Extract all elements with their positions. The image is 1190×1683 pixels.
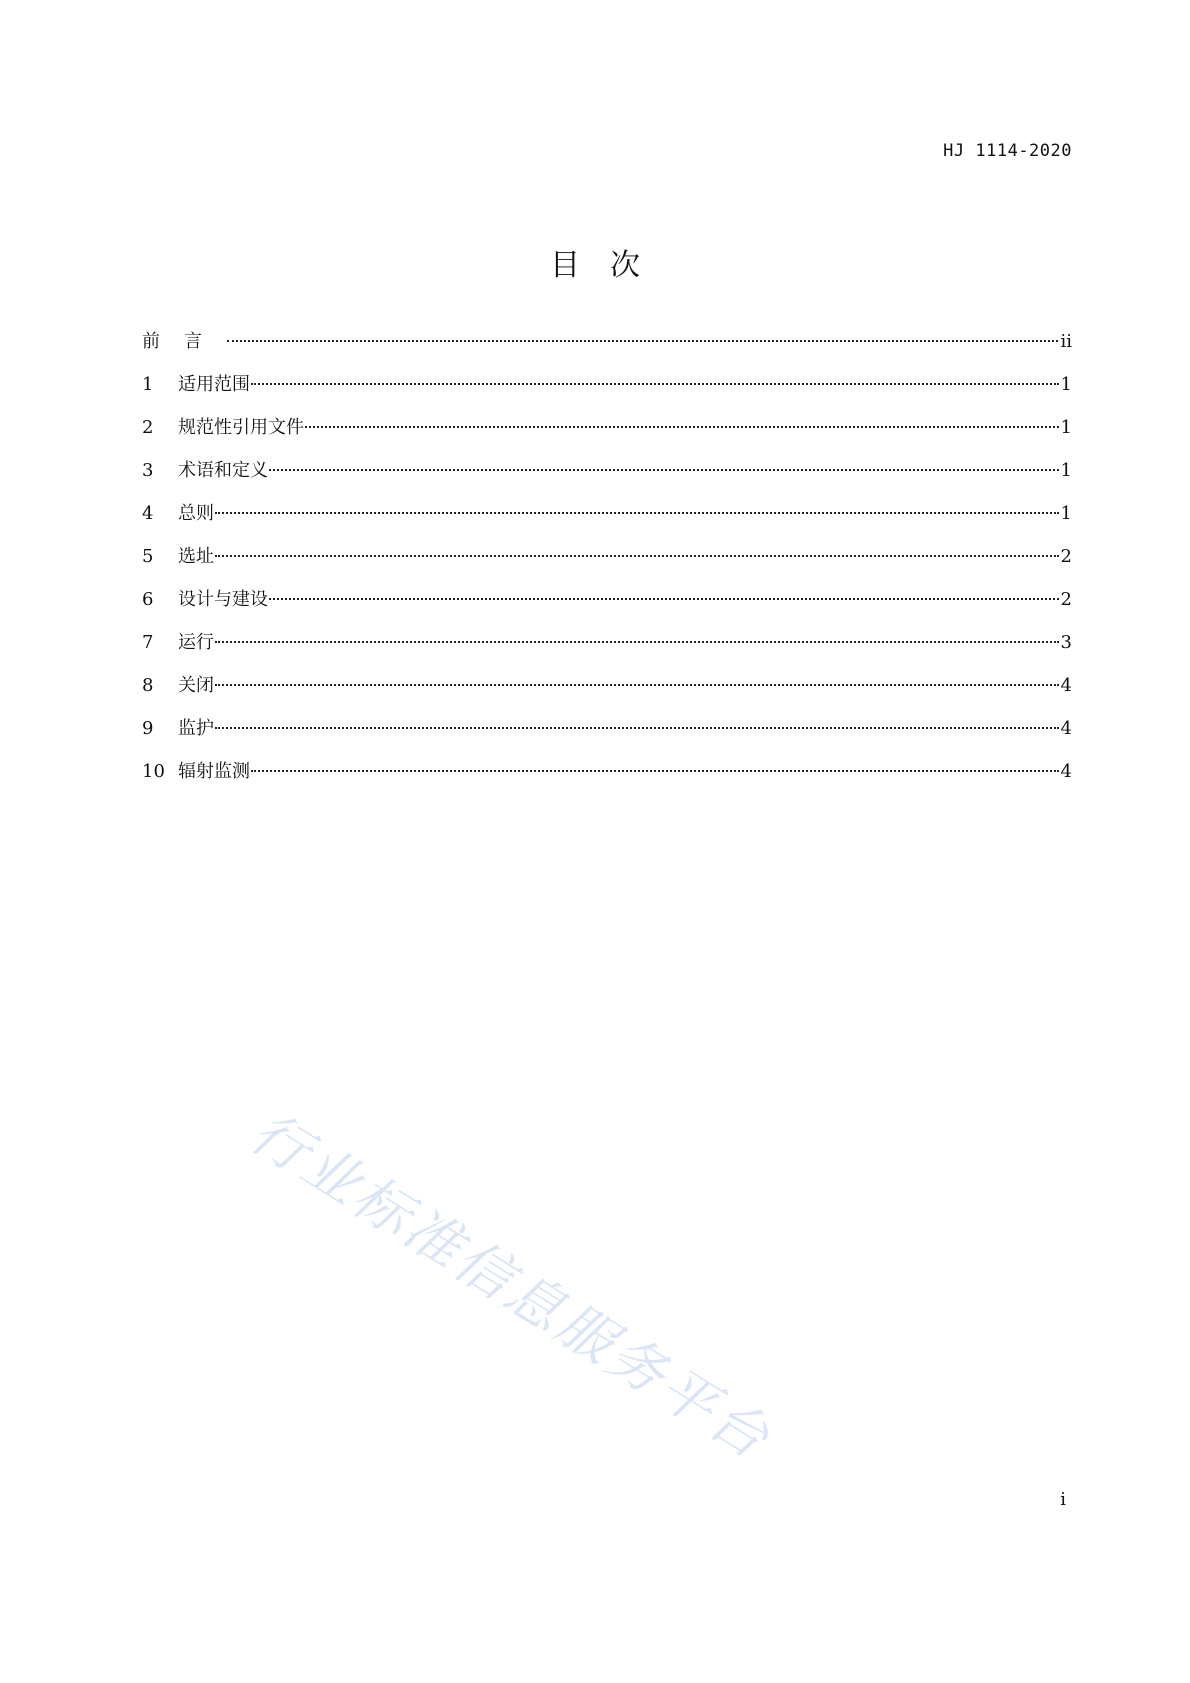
toc-entry-number: 3 bbox=[142, 460, 154, 481]
toc-entry-label: 监护 bbox=[178, 718, 214, 739]
toc-entry[interactable] bbox=[142, 502, 1072, 545]
toc-entry[interactable] bbox=[142, 717, 1072, 760]
toc-entry-number: 2 bbox=[142, 417, 154, 438]
toc-leader bbox=[215, 683, 1059, 686]
toc-entry-number: 8 bbox=[142, 675, 154, 696]
toc-entry-page: 1 bbox=[1060, 374, 1072, 395]
toc-entry-label: 选址 bbox=[178, 546, 214, 567]
toc-entry-label: 术语和定义 bbox=[178, 460, 268, 481]
toc-entry-page: 2 bbox=[1060, 589, 1072, 610]
toc-entry-label: 运行 bbox=[178, 632, 214, 653]
toc-entry[interactable] bbox=[142, 674, 1072, 717]
toc-entry[interactable] bbox=[142, 545, 1072, 588]
toc-entry[interactable] bbox=[142, 588, 1072, 631]
toc-leader bbox=[215, 554, 1059, 557]
toc-entry-page: 1 bbox=[1060, 503, 1072, 524]
toc-entry-number: 1 bbox=[142, 374, 154, 395]
toc-entry-page: 4 bbox=[1060, 761, 1072, 782]
toc-entry-label: 辐射监测 bbox=[178, 761, 250, 782]
toc-entry-number: 7 bbox=[142, 632, 154, 653]
toc-entry-label: 规范性引用文件 bbox=[178, 417, 304, 438]
toc-entry[interactable] bbox=[142, 416, 1072, 459]
toc-entry-page: ii bbox=[1060, 331, 1072, 352]
toc-entry-page: 3 bbox=[1060, 632, 1072, 653]
toc-entry-label: 前言 bbox=[142, 331, 226, 352]
toc-entry[interactable] bbox=[142, 631, 1072, 674]
toc-entry-label: 设计与建设 bbox=[178, 589, 268, 610]
toc-leader bbox=[215, 511, 1059, 514]
toc-entry-number: 6 bbox=[142, 589, 154, 610]
toc-leader bbox=[269, 468, 1059, 471]
toc-entry-number: 9 bbox=[142, 718, 154, 739]
toc-entry[interactable] bbox=[142, 760, 1072, 803]
toc-entry-page: 4 bbox=[1060, 675, 1072, 696]
toc-entry-label: 适用范围 bbox=[178, 374, 250, 395]
toc-leader bbox=[251, 382, 1059, 385]
toc-entry-page: 1 bbox=[1060, 417, 1072, 438]
toc-entry-page: 2 bbox=[1060, 546, 1072, 567]
toc-entry-label: 总则 bbox=[178, 503, 214, 524]
document-code: HJ 1114-2020 bbox=[943, 141, 1072, 161]
toc-entry-number: 5 bbox=[142, 546, 154, 567]
toc-entry[interactable] bbox=[142, 373, 1072, 416]
toc-leader bbox=[269, 597, 1059, 600]
toc-title: 目次 bbox=[550, 248, 670, 283]
toc-entry-page: 1 bbox=[1060, 460, 1072, 481]
toc-entry-number: 10 bbox=[142, 761, 165, 782]
toc-leader bbox=[305, 425, 1059, 428]
toc-entry[interactable] bbox=[142, 330, 1072, 373]
toc-leader bbox=[215, 640, 1059, 643]
toc-entry-page: 4 bbox=[1060, 718, 1072, 739]
toc-leader bbox=[215, 726, 1059, 729]
page-number: i bbox=[1060, 1489, 1066, 1510]
toc-entry[interactable] bbox=[142, 459, 1072, 502]
toc-leader bbox=[227, 339, 1058, 342]
toc-entry-number: 4 bbox=[142, 503, 154, 524]
toc-entry-label: 关闭 bbox=[178, 675, 214, 696]
toc-list bbox=[142, 330, 1072, 803]
toc-leader bbox=[251, 769, 1059, 772]
watermark: 行业标准信息服务平台 bbox=[239, 1100, 783, 1474]
